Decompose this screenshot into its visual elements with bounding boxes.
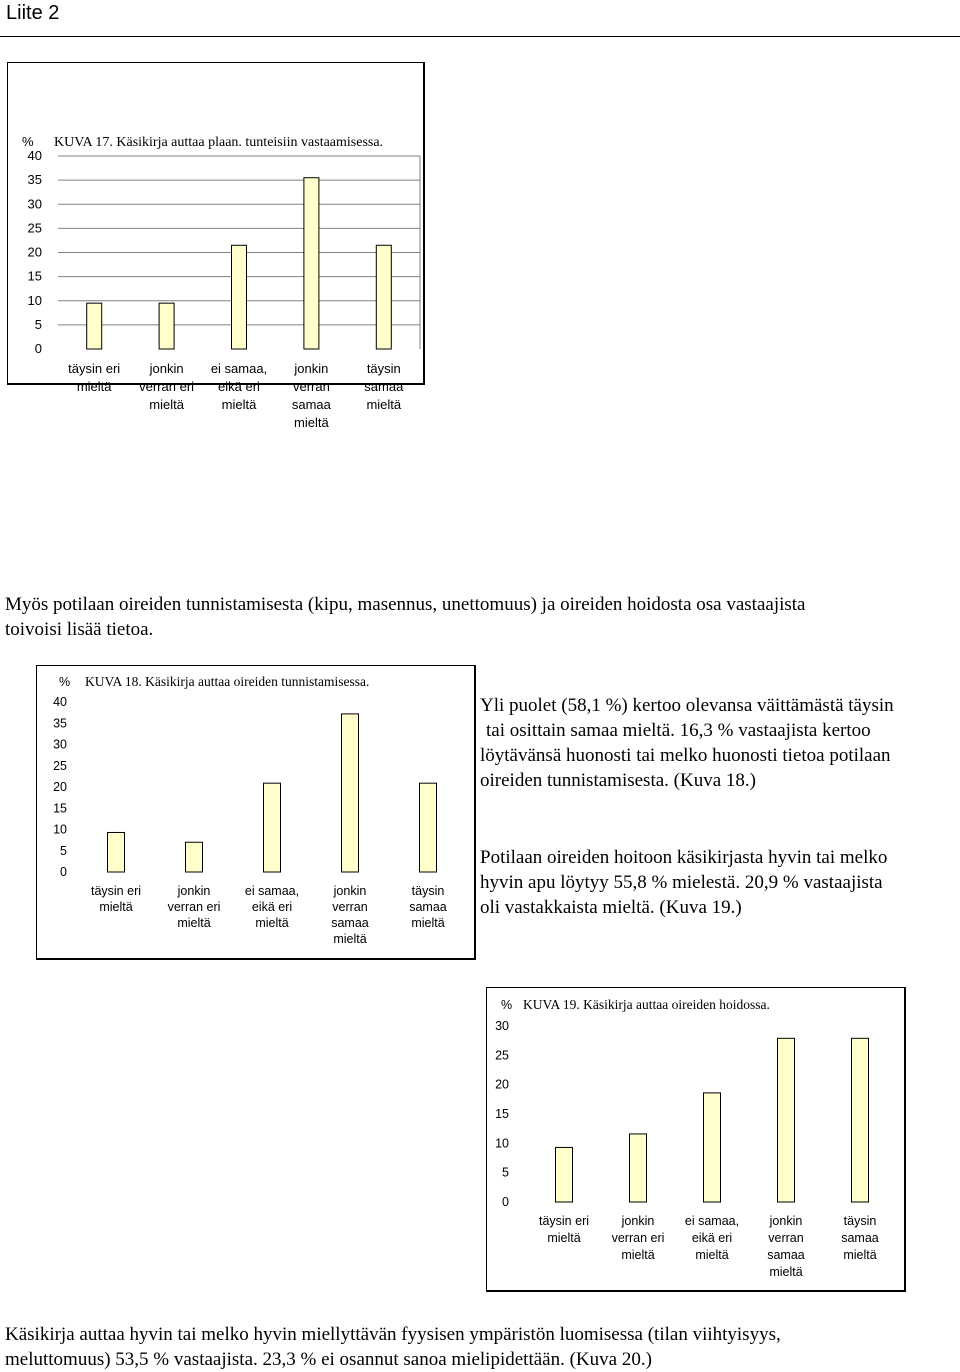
chart2-y-tick-label: 40: [53, 695, 67, 709]
chart3-category-label: täysin: [843, 1214, 877, 1228]
chart1-bar: [159, 303, 174, 349]
chart3-bar: [852, 1038, 869, 1202]
paragraph-1-line-2: toivoisi lisää tietoa.: [5, 619, 154, 640]
chart2-category-label: mieltä: [411, 916, 445, 930]
chart3-category-label: mieltä: [547, 1231, 581, 1245]
chart2-bar: [186, 842, 203, 872]
chart3-y-tick-label: 30: [495, 1019, 509, 1033]
chart1-category-label: mieltä: [76, 379, 112, 394]
chart1-category-label: ei samaa,: [210, 361, 268, 376]
chart1-category-label: verran eri: [139, 379, 195, 394]
chart1-bar: [232, 245, 247, 349]
chart1-category-label: verran: [292, 379, 330, 394]
chart3-category-label: samaa: [767, 1248, 805, 1262]
paragraph-1-line-1: Myös potilaan oireiden tunnistamisesta (kipu, masennus, unettomuus) ja oireiden hoidosta osa vastaajista: [5, 594, 806, 615]
chart3-category-label: mieltä: [621, 1248, 655, 1262]
page-header: [0, 0, 960, 37]
chart2-y-axis-label: %: [59, 675, 71, 689]
chart2-category-label: täysin: [411, 884, 445, 898]
chart2-y-tick-label: 20: [53, 780, 67, 794]
chart2-category-label: mieltä: [333, 932, 367, 946]
chart2-category-label: jonkin: [177, 884, 211, 898]
chart1-bar: [376, 245, 391, 349]
chart1-category-label: eikä eri: [218, 379, 260, 394]
side-text-2-line-3: oli vastakkaista mieltä. (Kuva 19.): [480, 897, 742, 918]
chart3-category-label: verran eri: [611, 1231, 665, 1245]
chart2-bar: [342, 714, 359, 872]
chart2-category-label: ei samaa,: [244, 884, 300, 898]
chart1-y-tick-label: 10: [27, 292, 42, 308]
chart1-category-label: jonkin: [149, 361, 184, 376]
chart2-category-label: samaa: [409, 900, 447, 914]
chart1-category-label: mieltä: [294, 415, 329, 430]
page-header-title: Liite 2: [6, 2, 60, 24]
chart1-category-label: täysin: [366, 361, 401, 376]
side-text-kuva-18: [480, 693, 958, 793]
chart2-category-label: mieltä: [255, 916, 289, 930]
paragraph-fyysinen-ymparisto: [5, 1322, 955, 1372]
chart1-y-tick-label: 40: [27, 148, 42, 163]
chart2-category-label: verran eri: [167, 900, 221, 914]
chart1-bar: [304, 178, 319, 349]
chart3-category-label: mieltä: [769, 1265, 803, 1279]
chart1-y-axis-label: %: [22, 134, 34, 149]
chart3-bar: [630, 1134, 647, 1202]
chart3-y-tick-label: 25: [495, 1048, 509, 1063]
chart3-y-tick-label: 10: [495, 1136, 509, 1151]
chart3-y-tick-label: 5: [502, 1165, 509, 1180]
chart1-y-tick-label: 30: [27, 196, 42, 212]
chart3-y-tick-label: 15: [495, 1107, 509, 1121]
chart3-bar: [778, 1038, 795, 1202]
chart1-y-tick-label: 5: [34, 316, 42, 332]
chart1-category-label: jonkin: [294, 361, 329, 376]
chart3-category-label: eikä eri: [691, 1231, 733, 1245]
side-text-2-line-2: hyvin apu löytyy 55,8 % mielestä. 20,9 % vastaajista: [480, 872, 883, 893]
chart3-category-label: jonkin: [621, 1214, 655, 1228]
chart1-category-label: täysin eri: [68, 361, 121, 376]
chart2-y-tick-label: 0: [60, 865, 67, 879]
chart-kuva-18: [36, 665, 476, 960]
chart2-y-tick-label: 35: [53, 716, 67, 731]
chart3-category-label: täysin eri: [538, 1214, 590, 1228]
chart-kuva-18-svg: [37, 666, 474, 958]
chart2-y-tick-label: 25: [53, 758, 67, 773]
chart2-y-tick-label: 10: [53, 822, 67, 837]
chart-kuva-17-svg: [8, 63, 423, 430]
chart2-category-label: mieltä: [177, 916, 211, 930]
chart3-title: KUVA 19. Käsikirja auttaa oireiden hoidossa.: [523, 997, 770, 1012]
chart2-y-tick-label: 5: [60, 843, 67, 858]
side-text-2-line-1: Potilaan oireiden hoitoon käsikirjasta hyvin tai melko: [480, 847, 888, 868]
chart3-y-axis-label: %: [501, 998, 513, 1012]
chart-kuva-19: [486, 987, 906, 1292]
chart1-y-tick-label: 35: [27, 172, 42, 188]
chart2-category-label: eikä eri: [251, 900, 293, 914]
chart3-category-label: verran: [768, 1231, 804, 1245]
chart1-category-label: mieltä: [366, 397, 402, 412]
paragraph-2-line-1: Käsikirja auttaa hyvin tai melko hyvin miellyttävän fyysisen ympäristön luomisessa (tilan viihtyisyys,: [5, 1324, 781, 1345]
chart3-category-label: mieltä: [695, 1248, 729, 1262]
chart2-bar: [420, 783, 437, 872]
chart1-category-label: samaa: [291, 397, 331, 412]
chart-kuva-17: [7, 62, 425, 430]
chart2-category-label: jonkin: [333, 884, 367, 898]
chart1-y-tick-label: 25: [27, 220, 42, 236]
chart1-y-tick-label: 15: [27, 268, 42, 284]
chart3-category-label: mieltä: [843, 1248, 877, 1262]
chart3-y-tick-label: 0: [502, 1195, 509, 1209]
chart2-category-label: täysin eri: [90, 884, 142, 898]
paragraph-oireiden-tunnistaminen: [5, 592, 955, 642]
chart2-title: KUVA 18. Käsikirja auttaa oireiden tunnistamisessa.: [85, 674, 370, 689]
side-text-1-line-4: oireiden tunnistamisesta. (Kuva 18.): [480, 770, 756, 791]
chart2-category-label: samaa: [331, 916, 369, 930]
chart1-category-label: mieltä: [221, 397, 257, 412]
chart1-category-label: samaa: [364, 379, 404, 394]
paragraph-2-line-2: meluttomuus) 53,5 % vastaajista. 23,3 % ei osannut sanoa mielipidettään. (Kuva 20.): [5, 1349, 652, 1370]
chart3-y-tick-label: 20: [495, 1077, 509, 1092]
side-text-1-line-2: tai osittain samaa mieltä. 16,3 % vastaajista kertoo: [486, 720, 871, 741]
chart1-y-tick-label: 20: [27, 244, 42, 260]
chart3-bar: [704, 1093, 721, 1202]
chart2-category-label: mieltä: [99, 900, 133, 914]
chart2-category-label: verran: [332, 900, 368, 914]
chart2-bar: [108, 832, 125, 872]
chart3-category-label: ei samaa,: [684, 1214, 740, 1228]
side-text-1-line-3: löytävänsä huonosti tai melko huonosti tietoa potilaan: [480, 745, 891, 766]
chart3-category-label: jonkin: [769, 1214, 803, 1228]
chart1-category-label: mieltä: [149, 397, 184, 412]
chart1-bar: [87, 303, 102, 349]
chart3-category-label: samaa: [841, 1231, 879, 1245]
chart3-bar: [556, 1147, 573, 1202]
chart2-y-tick-label: 30: [53, 737, 67, 752]
chart2-y-tick-label: 15: [53, 801, 67, 816]
chart1-y-tick-label: 0: [34, 341, 42, 356]
side-text-1-line-1: Yli puolet (58,1 %) kertoo olevansa väittämästä täysin: [480, 695, 894, 716]
chart2-bar: [264, 783, 281, 872]
side-text-kuva-19: [480, 845, 958, 920]
chart1-title: KUVA 17. Käsikirja auttaa plaan. tunteisiin vastaamisessa.: [54, 135, 384, 150]
chart-kuva-19-svg: [487, 988, 904, 1290]
